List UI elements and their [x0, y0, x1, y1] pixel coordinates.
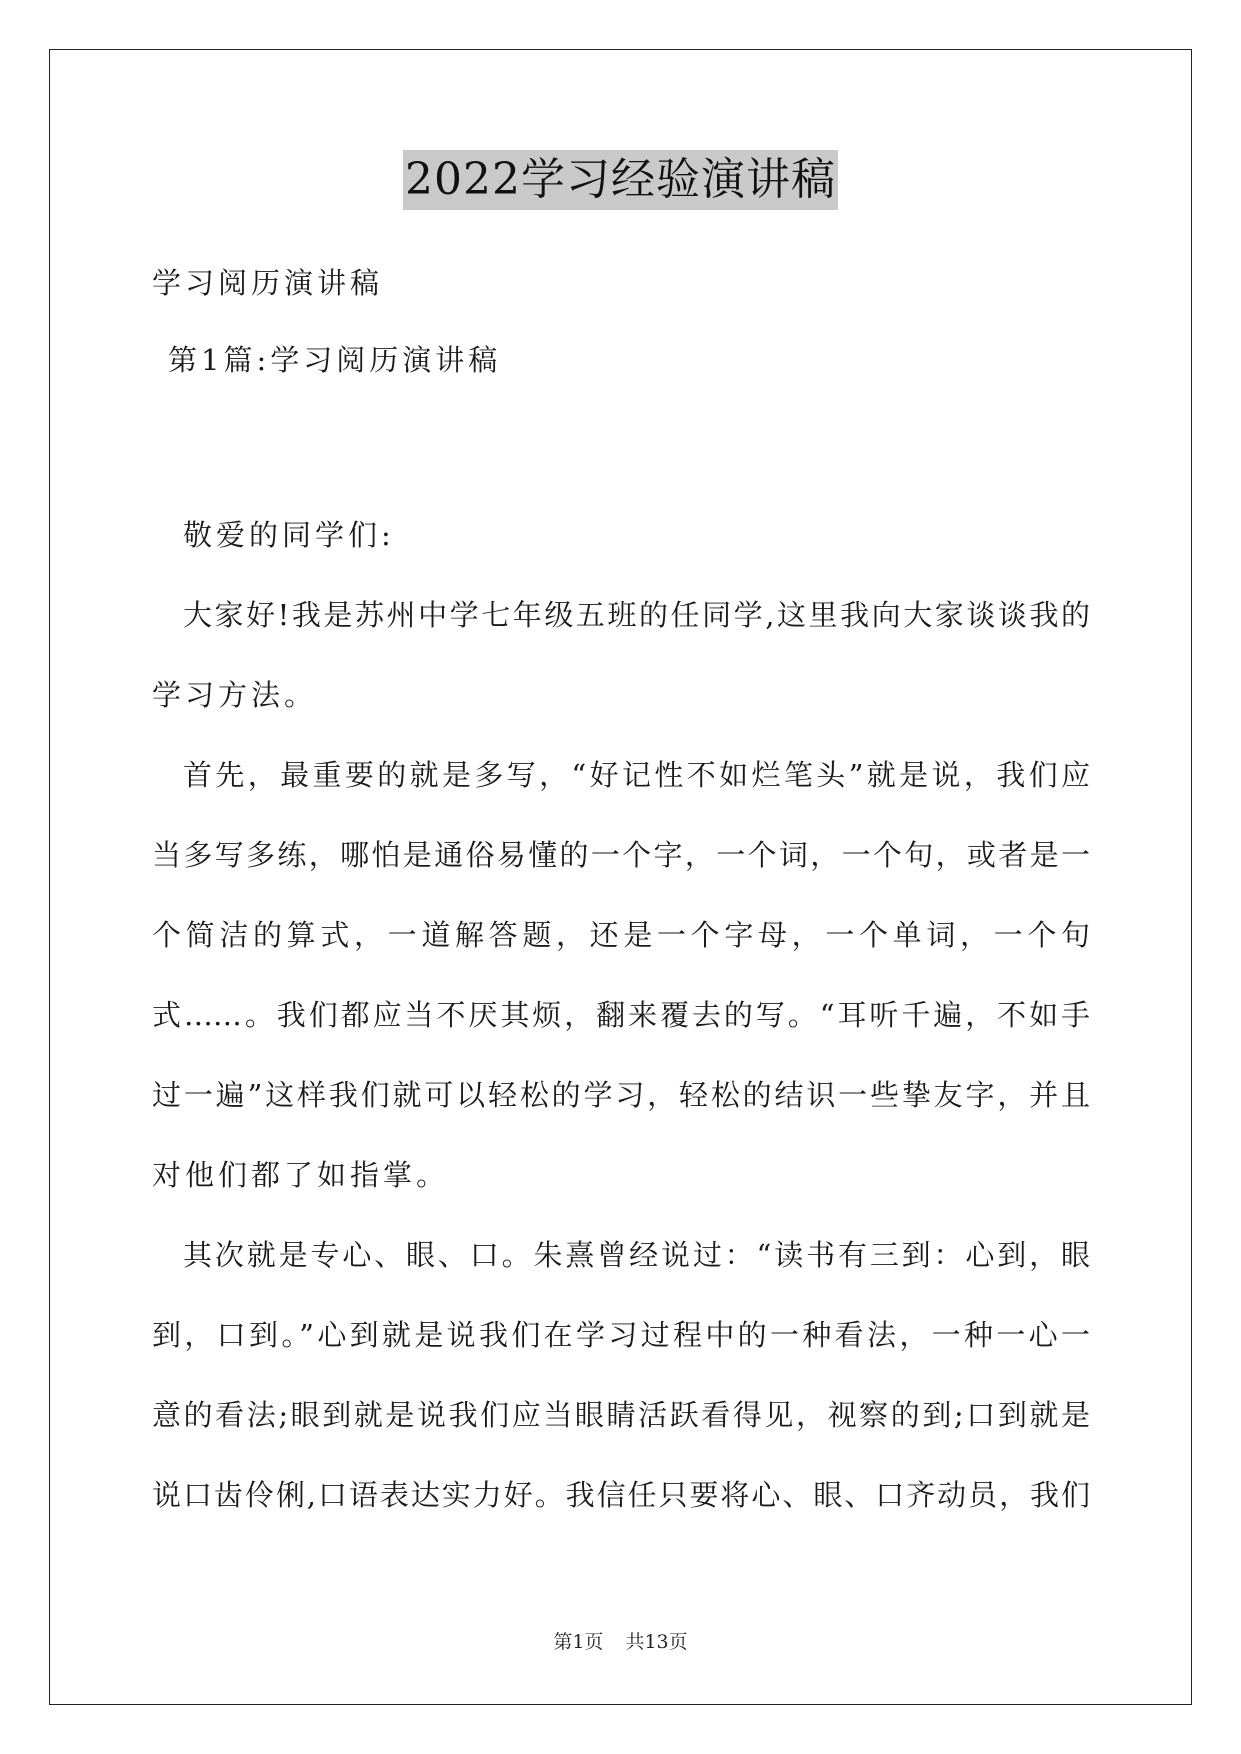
chapter-heading: 第1篇:学习阅历演讲稿	[168, 343, 502, 377]
body-line: 说口齿伶俐,口语表达实力好。我信任只要将心、眼、口齐动员，我们	[152, 1478, 1090, 1512]
body-line: 式……。我们都应当不厌其烦，翻来覆去的写。“耳听千遍，不如手	[152, 998, 1090, 1032]
page-footer	[0, 1629, 1241, 1655]
body-line: 首先，最重要的就是多写，“好记性不如烂笔头”就是说，我们应	[183, 758, 1090, 792]
subtitle: 学习阅历演讲稿	[152, 266, 384, 300]
page-number: 第1页	[553, 1631, 604, 1653]
body-line: 过一遍”这样我们就可以轻松的学习，轻松的结识一些挚友字，并且	[152, 1078, 1090, 1112]
body-line: 学习方法。	[152, 678, 318, 712]
salutation-line: 敬爱的同学们:	[183, 518, 395, 552]
body-line: 其次就是专心、眼、口。朱熹曾经说过：“读书有三到：心到，眼	[183, 1238, 1090, 1272]
body-line: 个简洁的算式，一道解答题，还是一个字母，一个单词，一个句	[152, 918, 1090, 952]
document-title: 2022学习经验演讲稿	[403, 150, 838, 210]
body-line: 当多写多练，哪怕是通俗易懂的一个字，一个词，一个句，或者是一	[152, 838, 1090, 872]
page-count: 共13页	[625, 1631, 688, 1653]
body-line: 到，口到。”心到就是说我们在学习过程中的一种看法，一种一心一	[152, 1318, 1090, 1352]
body-line: 对他们都了如指掌。	[152, 1158, 450, 1192]
title-container	[0, 150, 1241, 210]
body-line: 大家好!我是苏州中学七年级五班的任同学,这里我向大家谈谈我的	[183, 598, 1090, 632]
body-line: 意的看法;眼到就是说我们应当眼睛活跃看得见，视察的到;口到就是	[152, 1398, 1090, 1432]
